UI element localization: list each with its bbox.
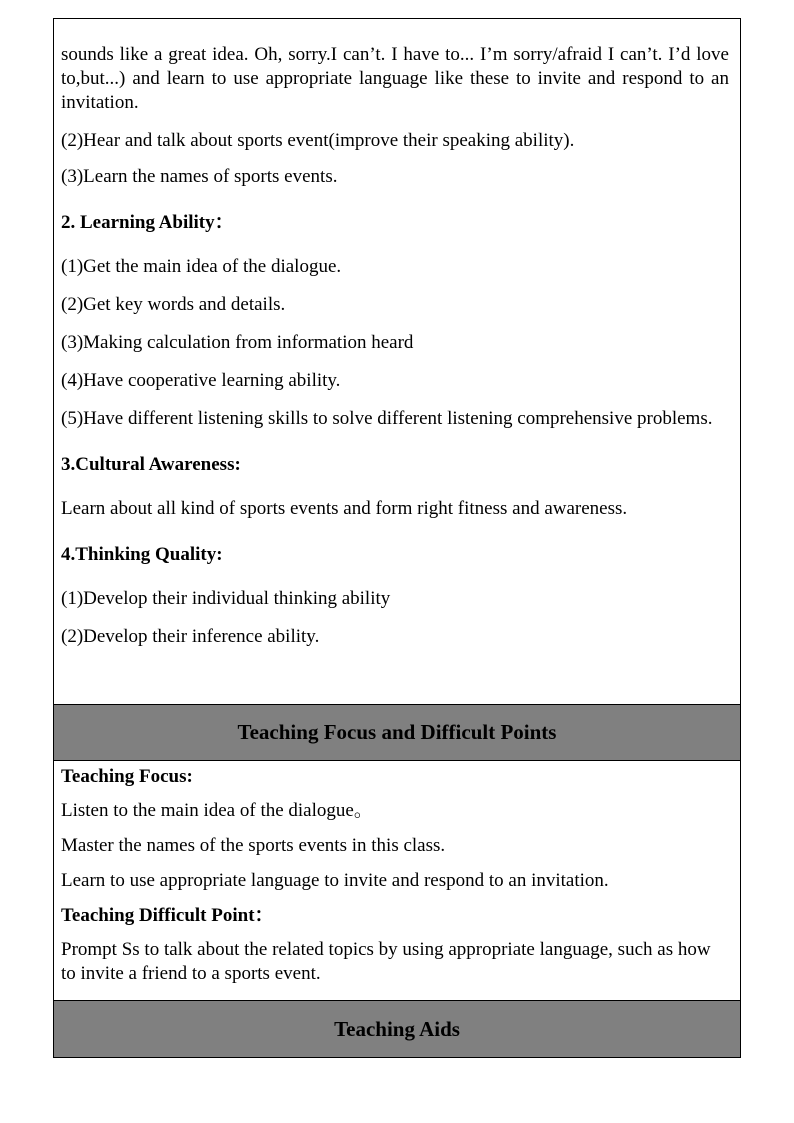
learning-ability-heading: 2. Learning Ability：	[61, 212, 234, 233]
knowledge-continued-text: sounds like a great idea. Oh, sorry.I can’t. I have to... I’m sorry/afraid I can’t. I’d love to,but...) and learn to use appropriate language like these to invite and respond to an invitation.	[61, 44, 729, 113]
focus-cell	[54, 761, 740, 1001]
difficult-point-label: Teaching Difficult Point：	[61, 905, 274, 926]
lesson-plan-table	[53, 18, 741, 1058]
knowledge-item-2: (2)Hear and talk about sports event(improve their speaking ability).	[61, 130, 575, 151]
thinking-quality-item: (1)Develop their individual thinking ability	[61, 588, 391, 609]
aids-section-header: Teaching Aids	[54, 1001, 740, 1057]
knowledge-item-3: (3)Learn the names of sports events.	[61, 166, 338, 187]
thinking-quality-item: (2)Develop their inference ability.	[61, 626, 320, 647]
learning-ability-item: (3)Making calculation from information heard	[61, 332, 414, 353]
difficult-point-text: Prompt Ss to talk about the related topics by using appropriate language, such as how to invite a friend to a sports event.	[61, 939, 711, 984]
focus-item: Learn to use appropriate language to invite and respond to an invitation.	[61, 870, 609, 891]
learning-ability-item: (2)Get key words and details.	[61, 294, 286, 315]
focus-section-header: Teaching Focus and Difficult Points	[54, 705, 740, 761]
focus-item: Listen to the main idea of the dialogue。	[61, 800, 373, 821]
objectives-cell	[54, 19, 740, 705]
thinking-quality-heading: 4.Thinking Quality:	[61, 544, 223, 565]
cultural-awareness-heading: 3.Cultural Awareness:	[61, 454, 241, 475]
learning-ability-item: (1)Get the main idea of the dialogue.	[61, 256, 342, 277]
learning-ability-item: (4)Have cooperative learning ability.	[61, 370, 341, 391]
teaching-focus-label: Teaching Focus:	[61, 766, 193, 787]
cultural-awareness-text: Learn about all kind of sports events and form right fitness and awareness.	[61, 498, 628, 519]
focus-item: Master the names of the sports events in this class.	[61, 835, 446, 856]
learning-ability-item: (5)Have different listening skills to solve different listening comprehensive problems.	[61, 408, 713, 429]
